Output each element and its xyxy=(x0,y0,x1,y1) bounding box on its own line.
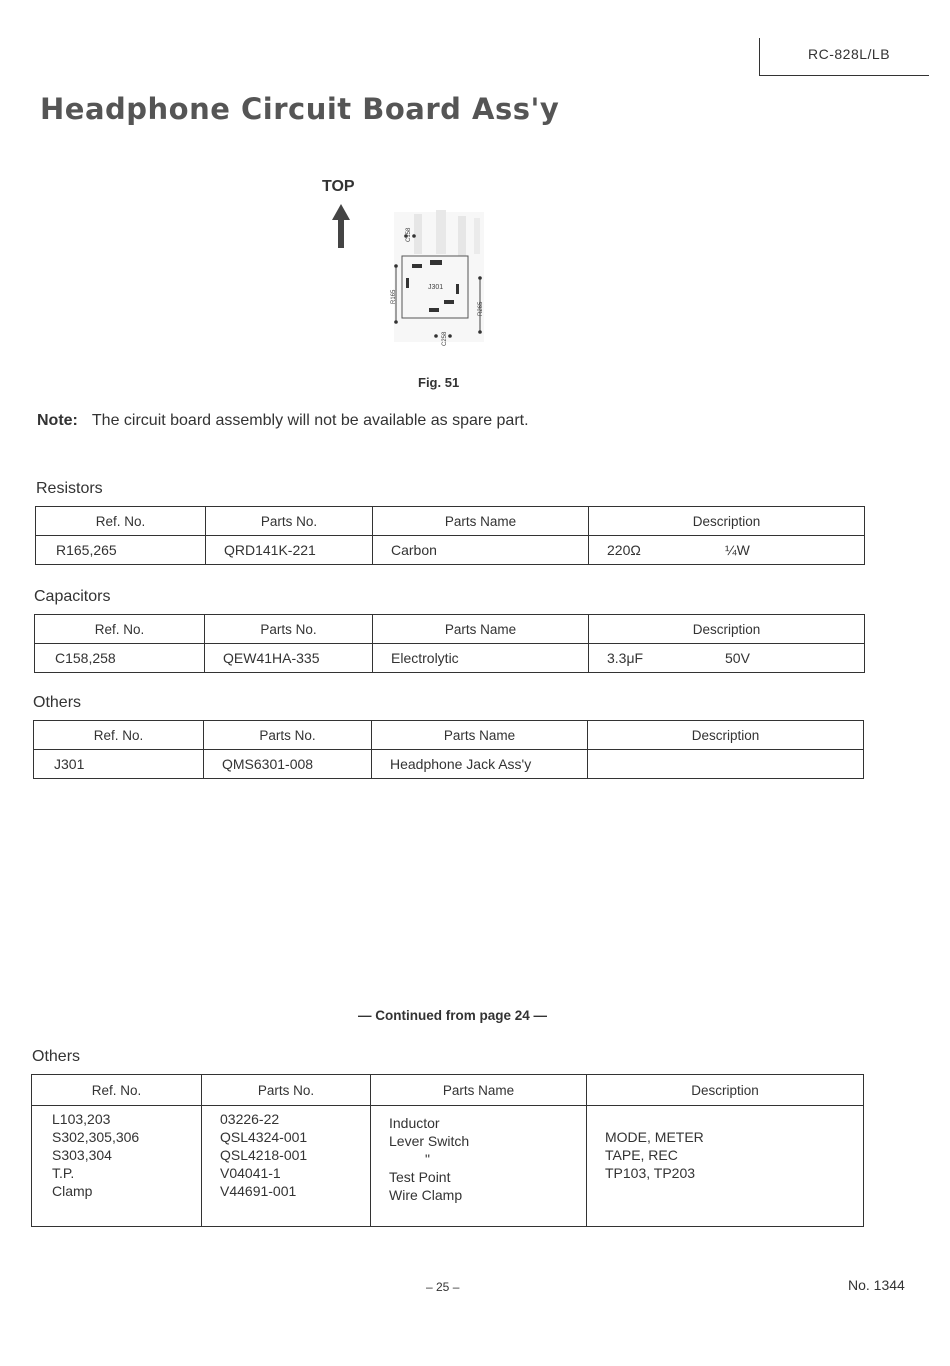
j301-label: J301 xyxy=(428,284,444,291)
page-title: Headphone Circuit Board Ass'y xyxy=(40,92,560,126)
desc-value: 220Ω xyxy=(607,542,641,558)
resistors-table xyxy=(35,506,865,565)
list-item: QSL4218-001 xyxy=(220,1147,308,1163)
header-description: Description xyxy=(589,615,865,644)
cell-description xyxy=(588,750,864,779)
table-row xyxy=(34,750,864,779)
table-header-row xyxy=(35,615,865,644)
header-ref: Ref. No. xyxy=(32,1075,202,1106)
list-item: S303,304 xyxy=(52,1147,112,1163)
c158-label: C158 xyxy=(406,227,412,242)
list-item: Wire Clamp xyxy=(389,1187,463,1203)
cell-ref: C158,258 xyxy=(35,644,205,673)
header-description: Description xyxy=(589,507,865,536)
header-parts-name: Parts Name xyxy=(372,721,588,750)
list-item: MODE, METER xyxy=(605,1129,704,1145)
list-item: V44691-001 xyxy=(220,1183,297,1199)
header-ref: Ref. No. xyxy=(34,721,204,750)
list-item: V04041-1 xyxy=(220,1165,281,1181)
cell-descriptions xyxy=(587,1106,864,1227)
desc-rating: ¼W xyxy=(725,542,750,558)
desc-value: 3.3μF xyxy=(607,650,644,666)
header-description: Description xyxy=(587,1075,864,1106)
table-row xyxy=(36,536,865,565)
document-number: No. 1344 xyxy=(848,1277,905,1293)
cell-parts-name: Carbon xyxy=(373,536,589,565)
cell-parts-no: QRD141K-221 xyxy=(206,536,373,565)
others-continued-title: Others xyxy=(32,1048,81,1065)
r165-label: R165 xyxy=(391,289,397,304)
list-item: 03226-22 xyxy=(220,1111,280,1127)
figure-caption: Fig. 51 xyxy=(418,375,460,390)
header-description: Description xyxy=(588,721,864,750)
list-item: QSL4324-001 xyxy=(220,1129,308,1145)
others-continued-table xyxy=(31,1074,864,1227)
others-table xyxy=(33,720,864,779)
header-parts-no: Parts No. xyxy=(206,507,373,536)
cell-parts-name: Electrolytic xyxy=(373,644,589,673)
table-row xyxy=(35,644,865,673)
list-item: Clamp xyxy=(52,1183,93,1199)
header-ref: Ref. No. xyxy=(35,615,205,644)
model-number: RC-828L/LB xyxy=(808,46,891,62)
cell-description xyxy=(589,644,865,673)
note-label: Note: xyxy=(37,412,78,429)
list-item: L103,203 xyxy=(52,1111,111,1127)
header-parts-no: Parts No. xyxy=(202,1075,371,1106)
header-parts-name: Parts Name xyxy=(371,1075,587,1106)
cell-ref: R165,265 xyxy=(36,536,206,565)
capacitors-table xyxy=(34,614,865,673)
list-item: T.P. xyxy=(52,1165,75,1181)
list-item: Lever Switch xyxy=(389,1133,470,1149)
cell-parts-nos xyxy=(202,1106,371,1227)
list-item: " xyxy=(425,1151,430,1167)
page-number: – 25 – xyxy=(426,1280,460,1294)
list-item: Test Point xyxy=(389,1169,451,1185)
cell-parts-name: Headphone Jack Ass'y xyxy=(372,750,588,779)
continued-banner: — Continued from page 24 — xyxy=(358,1008,548,1023)
list-item: TP103, TP203 xyxy=(605,1165,696,1181)
others-title: Others xyxy=(33,694,82,711)
c258-label: C258 xyxy=(442,331,448,346)
cell-refs xyxy=(32,1106,202,1227)
capacitors-title: Capacitors xyxy=(34,588,111,605)
header-ref: Ref. No. xyxy=(36,507,206,536)
cell-parts-no: QEW41HA-335 xyxy=(205,644,373,673)
list-item: S302,305,306 xyxy=(52,1129,140,1145)
header-parts-name: Parts Name xyxy=(373,615,589,644)
list-item: Inductor xyxy=(389,1115,440,1131)
header-parts-no: Parts No. xyxy=(204,721,372,750)
desc-rating: 50V xyxy=(725,650,750,666)
cell-ref: J301 xyxy=(34,750,204,779)
cell-parts-no: QMS6301-008 xyxy=(204,750,372,779)
resistors-title: Resistors xyxy=(36,480,103,497)
cell-names xyxy=(371,1106,587,1227)
table-row xyxy=(32,1106,864,1227)
table-header-row xyxy=(32,1075,864,1106)
header-parts-name: Parts Name xyxy=(373,507,589,536)
up-arrow-icon xyxy=(330,202,352,250)
r265-label: R265 xyxy=(478,301,484,316)
top-label: TOP xyxy=(322,178,355,195)
header-parts-no: Parts No. xyxy=(205,615,373,644)
circuit-board-diagram xyxy=(384,208,494,348)
note-text: The circuit board assembly will not be available as spare part. xyxy=(91,412,529,429)
note xyxy=(37,412,529,430)
table-header-row xyxy=(36,507,865,536)
cell-description xyxy=(589,536,865,565)
list-item: TAPE, REC xyxy=(605,1147,678,1163)
table-header-row xyxy=(34,721,864,750)
